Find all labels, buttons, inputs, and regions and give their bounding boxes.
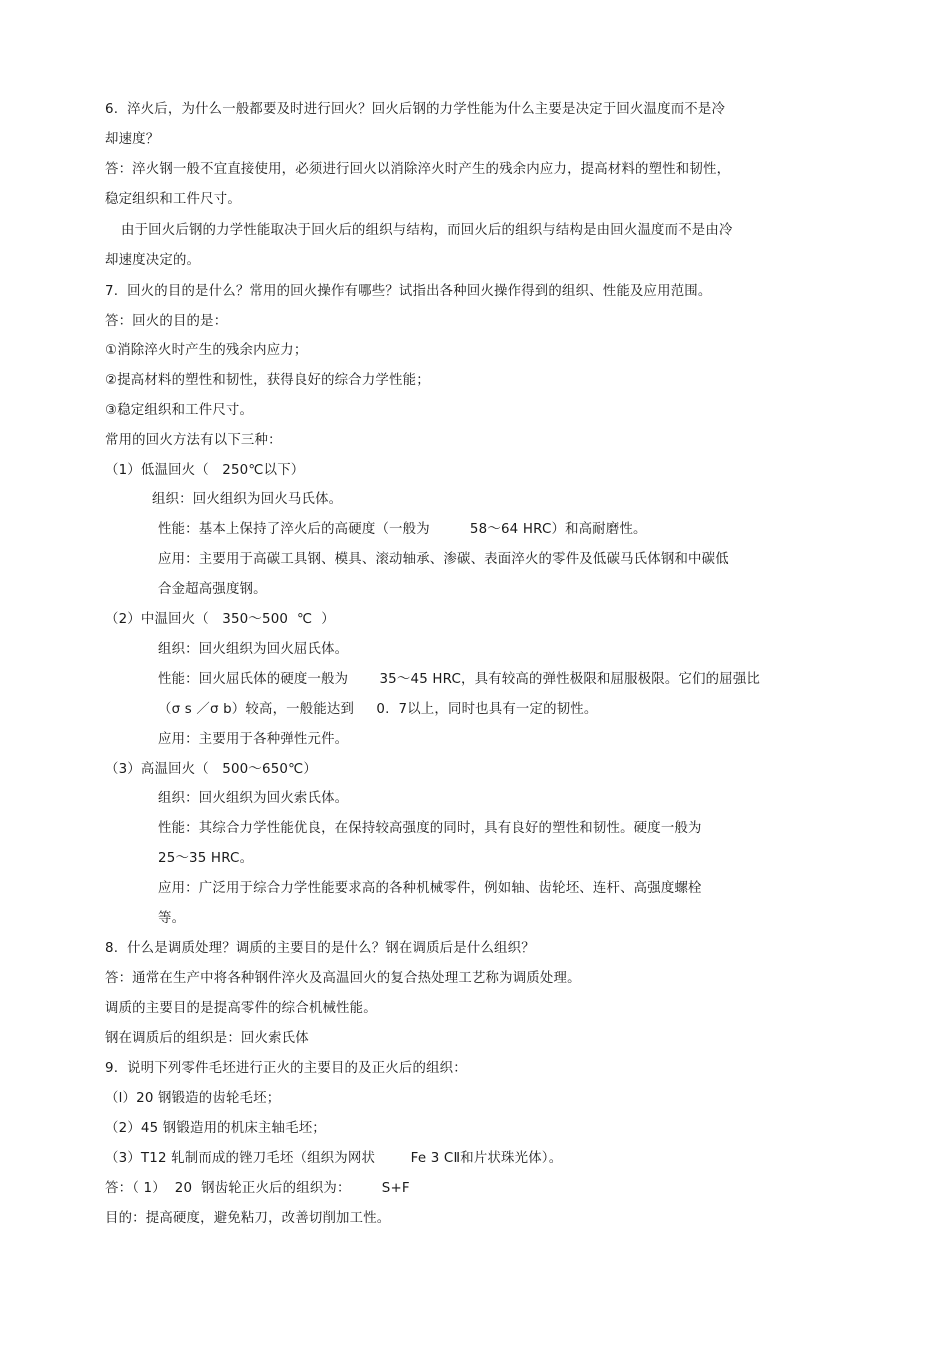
question-9-item-1: （l）20 钢锻造的齿轮毛坯；	[105, 1091, 281, 1106]
low-temp-application-1: 应用：主要用于高碳工具钢、模具、滚动轴承、渗碳、表面淬火的零件及低碳马氏体钢和中碳低	[158, 552, 729, 567]
tempering-methods-heading: 常用的回火方法有以下三种：	[105, 433, 282, 448]
question-9-item-3: （3）T12 轧制而成的锉刀毛坯（组织为网状 Fe 3 CⅡ和片状珠光体）。	[105, 1151, 563, 1166]
question-6-line-1: 6. 淬火后，为什么一般都要及时进行回火？回火后钢的力学性能为什么主要是决定于回火温度而不是冷	[105, 102, 726, 117]
high-temp-properties-1: 性能：其综合力学性能优良，在保持较高强度的同时，具有良好的塑性和韧性。硬度一般为	[158, 821, 702, 836]
question-6-line-2: 却速度？	[105, 132, 160, 147]
mid-temp-structure: 组织：回火组织为回火屈氏体。	[158, 642, 349, 657]
low-temp-structure: 组织：回火组织为回火马氏体。	[152, 492, 343, 507]
answer-6-line-1: 答：淬火钢一般不宜直接使用，必须进行回火以消除淬火时产生的残余内应力，提高材料的塑性和韧性，	[105, 162, 731, 177]
mid-temp-heading: （2）中温回火（ 350～500 ℃ ）	[105, 612, 335, 627]
high-temp-structure: 组织：回火组织为回火索氏体。	[158, 791, 349, 806]
mid-temp-properties-2: （σ s ／σ b）较高，一般能达到 0. 7以上，同时也具有一定的韧性。	[158, 702, 598, 717]
answer-6-line-4: 却速度决定的。	[105, 253, 201, 268]
question-7: 7. 回火的目的是什么？常用的回火操作有哪些？试指出各种回火操作得到的组织、性能及应用范围。	[105, 284, 712, 299]
high-temp-application-2: 等。	[158, 911, 186, 926]
answer-7-item-3: ③稳定组织和工件尺寸。	[105, 403, 254, 418]
low-temp-properties: 性能：基本上保持了淬火后的高硬度（一般为 58～64 HRC）和高耐磨性。	[158, 522, 647, 537]
question-8: 8. 什么是调质处理？调质的主要目的是什么？钢在调质后是什么组织？	[105, 941, 535, 956]
answer-9-line-1: 答：（ 1） 20 钢齿轮正火后的组织为： S+F	[105, 1181, 410, 1196]
answer-6-line-3: 由于回火后钢的力学性能取决于回火后的组织与结构，而回火后的组织与结构是由回火温度而不是由冷	[121, 223, 733, 238]
answer-7-item-2: ②提高材料的塑性和韧性，获得良好的综合力学性能；	[105, 373, 430, 388]
answer-6-line-2: 稳定组织和工件尺寸。	[105, 192, 241, 207]
mid-temp-properties-1: 性能：回火屈氏体的硬度一般为 35～45 HRC，具有较高的弹性极限和屈服极限。它们的屈强比	[158, 672, 761, 687]
high-temp-application-1: 应用：广泛用于综合力学性能要求高的各种机械零件，例如轴、齿轮坯、连杆、高强度螺栓	[158, 881, 702, 896]
low-temp-application-2: 合金超高强度钢。	[158, 582, 267, 597]
answer-9-line-2: 目的：提高硬度，避免粘刀，改善切削加工性。	[105, 1211, 391, 1226]
answer-8-line-1: 答：通常在生产中将各种钢件淬火及高温回火的复合热处理工艺称为调质处理。	[105, 971, 581, 986]
high-temp-properties-2: 25～35 HRC。	[158, 851, 254, 866]
answer-7-intro: 答：回火的目的是：	[105, 314, 228, 329]
mid-temp-application: 应用：主要用于各种弹性元件。	[158, 732, 349, 747]
answer-7-item-1: ①消除淬火时产生的残余内应力；	[105, 343, 308, 358]
answer-8-line-2: 调质的主要目的是提高零件的综合机械性能。	[105, 1001, 377, 1016]
answer-8-line-3: 钢在调质后的组织是：回火索氏体	[105, 1031, 309, 1046]
question-9-item-2: （2）45 钢锻造用的机床主轴毛坯；	[105, 1121, 326, 1136]
high-temp-heading: （3）高温回火（ 500～650℃）	[105, 762, 317, 777]
question-9: 9. 说明下列零件毛坯进行正火的主要目的及正火后的组织：	[105, 1061, 467, 1076]
low-temp-heading: （1）低温回火（ 250℃以下）	[105, 463, 305, 478]
